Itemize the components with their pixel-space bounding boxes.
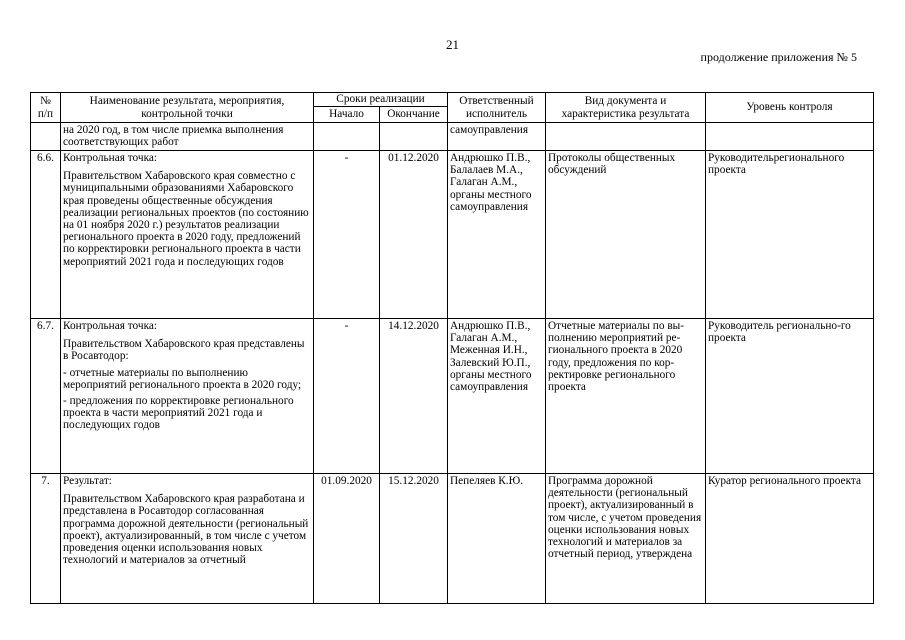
row-control: Руководительрегионального проекта [706,151,874,319]
row-responsible: самоуправления [448,123,546,151]
row-responsible: Андрюшко П.В., Галаган А.М., Меженная И.Н., Залевский Ю.П., органы местного самоуправления [448,319,546,474]
row-num: 6.6. [31,151,61,319]
header-terms: Сроки реализации [314,93,448,107]
row-paragraph: - отчетные материалы по выполнению мероприятий регионального проекта в 2020 году; [63,366,302,391]
row-doc: Протоколы общественных обсуждений [546,151,706,319]
row-paragraph: на 2020 год, в том числе приемка выполнения соответствующих работ [63,124,284,149]
table-row [31,319,874,474]
continuation-note: продолжение приложения № 5 [700,50,857,64]
row-name [61,151,314,319]
header-end: Окончание [380,107,448,123]
header-responsible: Ответственный исполнитель [448,93,546,123]
row-name [61,474,314,604]
row-doc [546,123,706,151]
row-start: 01.09.2020 [314,474,380,604]
row-responsible: Пепеляев К.Ю. [448,474,546,604]
row-start: - [314,151,380,319]
row-name [61,123,314,151]
row-paragraph: Правительством Хабаровского края представлены в Росавтодор: [63,338,305,363]
row-label: Контрольная точка: [63,320,158,332]
row-control [706,123,874,151]
row-start: - [314,319,380,474]
row-end [380,123,448,151]
row-num: 7. [31,474,61,604]
row-num [31,123,61,151]
row-label: Контрольная точка: [63,152,158,164]
row-label: Результат: [63,475,112,487]
row-num: 6.7. [31,319,61,474]
header-name: Наименование результата, мероприятия, контрольной точки [61,93,314,123]
row-doc: Программа дорожной деятельности (региональный проект), актуализированный в том числе, с учетом проведения оценки использования новых технологий и материалов за отчетный период, утверждена [546,474,706,604]
table-row [31,151,874,319]
schedule-table [30,92,874,604]
row-end: 01.12.2020 [380,151,448,319]
row-name [61,319,314,474]
row-control: Куратор регионального проекта [706,474,874,604]
header-start: Начало [314,107,380,123]
header-control: Уровень контроля [706,93,874,123]
table-row [31,123,874,151]
row-start [314,123,380,151]
page-number: 21 [446,37,459,52]
row-paragraph: - предложения по корректировке регионального проекта в части мероприятий 2021 года и последующих годов [63,395,294,432]
table-row [31,474,874,604]
row-control: Руководитель регионально-го проекта [706,319,874,474]
row-doc: Отчетные материалы по вы-полнению мероприятий ре-гионального проекта в 2020 году, предложения по кор-ректировке регионального проекта [546,319,706,474]
row-end: 15.12.2020 [380,474,448,604]
header-num: № п/п [31,93,61,123]
row-paragraph: Правительством Хабаровского края разработана и представлена в Росавтодор согласованная программа дорожной деятельности (региональный проект), актуализированный, в том числе с учетом проведения оценки использования новых технологий и материалов за отчетный [63,493,309,567]
header-doc: Вид документа и характеристика результата [546,93,706,123]
row-responsible: Андрюшко П.В., Балалаев М.А., Галаган А.М., органы местного самоуправления [448,151,546,319]
row-paragraph: Правительством Хабаровского края совместно с муниципальными образованиями Хабаровского края проведены общественные обсуждения реализации региональных проектов (по состоянию на 01 ноября 2020 г.) результатов реализации регионального проекта в 2020 году, предложений по корректировки регионального проекта в части мероприятий 2021 года и последующих годов [63,170,309,268]
row-end: 14.12.2020 [380,319,448,474]
